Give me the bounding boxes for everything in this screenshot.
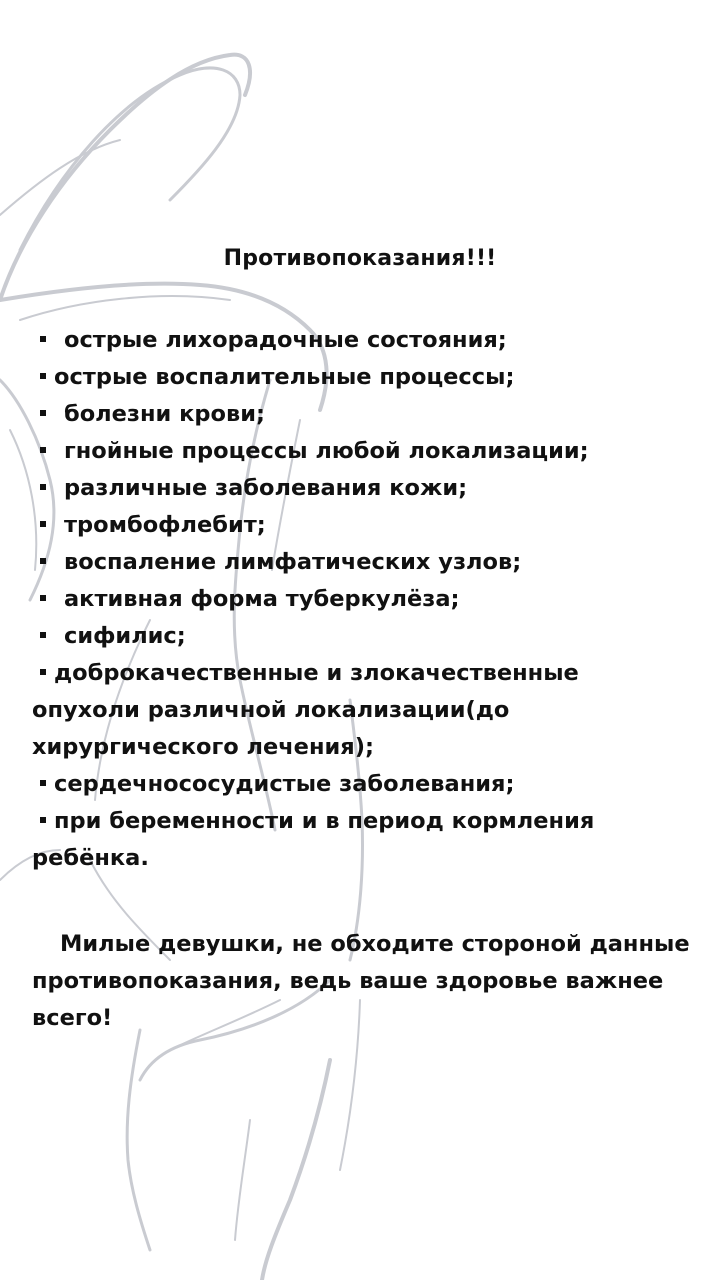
list-item-text: различные заболевания кожи; [64,475,468,501]
contraindications-list [32,322,692,877]
list-item [32,581,692,618]
list-item [32,396,692,433]
list-item-text: воспаление лимфатических узлов; [64,549,522,575]
list-item-text: сифилис; [64,623,186,649]
list-item [32,359,692,396]
bullet-icon [40,558,46,564]
bullet-icon [40,780,46,786]
bullet-icon [40,336,46,342]
bullet-icon [40,669,46,675]
list-item [32,544,692,581]
bullet-icon [40,521,46,527]
list-item-text: гнойные процессы любой локализации; [64,438,589,464]
bullet-icon [40,373,46,379]
list-item-text: доброкачественные и злокачественные опухоли различной локализации(до хирургического лечения); [32,660,579,760]
page-title: Противопоказания!!! [223,246,497,271]
list-item-text: болезни крови; [64,401,265,427]
list-item-text: тромбофлебит; [64,512,266,538]
list-item-text: острые воспалительные процессы; [54,364,515,390]
list-item [32,470,692,507]
bullet-icon [40,595,46,601]
bullet-icon [40,817,46,823]
bullet-icon [40,410,46,416]
bullet-icon [40,484,46,490]
list-item [32,618,692,655]
bullet-icon [40,632,46,638]
list-item [32,322,692,359]
list-item [32,803,692,877]
list-item [32,433,692,470]
closing-message: Милые девушки, не обходите стороной данные противопоказания, ведь ваше здоровье важнее всего! [32,931,690,1031]
list-item-text: при беременности и в период кормления ребёнка. [32,808,595,871]
list-item [32,507,692,544]
list-item-text: сердечнососудистые заболевания; [54,771,515,797]
list-item [32,655,692,766]
list-item-text: острые лихорадочные состояния; [64,327,507,353]
list-item-text: активная форма туберкулёза; [64,586,460,612]
bullet-icon [40,447,46,453]
list-item [32,766,692,803]
